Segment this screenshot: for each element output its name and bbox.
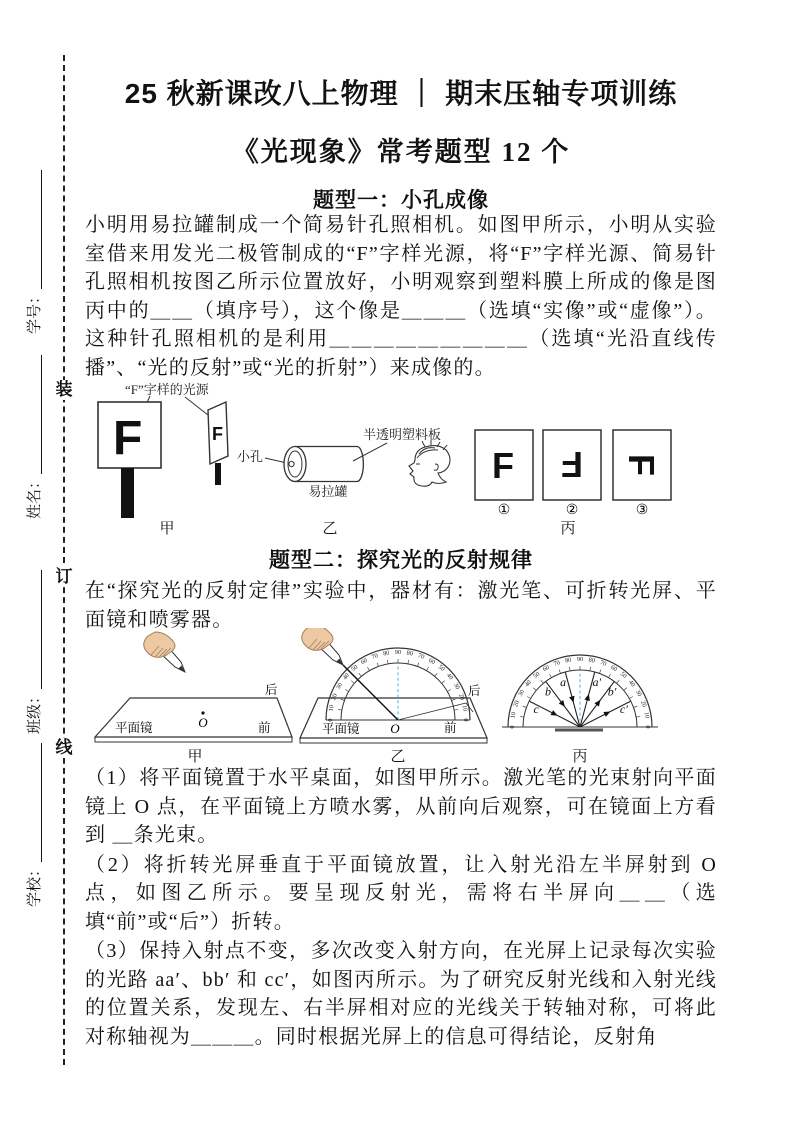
protractor-number: 70 [552,659,562,668]
protractor-number: 40 [445,671,455,682]
margin-field-student-id [21,170,45,334]
ray-label-b: b [544,684,551,699]
protractor-number: 80 [588,656,596,665]
name-blank [41,355,42,474]
protractor-number: 10 [642,711,651,719]
soda-can-end [284,447,306,482]
name-label: 姓名： [27,473,43,519]
margin-field-school [21,743,45,907]
fig-yi-group [300,628,487,765]
ray-label-b′: b′ [607,684,617,699]
board-stand [121,468,134,518]
binding-char-ding: 订 [55,567,73,586]
item-3: （3）保持入射点不变，多次改变入射方向，在光屏上记录每次实验的光路 aa′、bb′ 和 cc′，如图丙所示。为了研究反射光线和入射光线的位置关系，发现左、右半屏相对应的光线关于转轴对称，可将此对称轴视为＿＿＿。同时根据光屏上的信息可得结论，反射角 [85,940,717,1048]
protractor-number: 60 [609,663,619,674]
protractor-number: 0 [644,725,651,729]
f-letter-small: F [212,424,223,444]
protractor-number: 0 [462,718,469,722]
hand-laser-pen-icon [302,628,343,665]
translucent-board-label: 半透明塑料板 [363,427,442,442]
protractor-number: 0 [327,718,334,722]
protractor-tick [442,681,445,684]
protractor-number: 10 [327,704,336,712]
protractor-number: 30 [633,688,644,698]
protractor-tick [368,667,370,670]
figure-caption-yi: 乙 [322,521,338,537]
school-blank [41,743,42,862]
protractor-number: 30 [451,681,462,691]
protractor-number: 60 [359,656,369,667]
ray-label-c: c [533,702,539,717]
protractor-number: 50 [531,670,542,680]
student-id-label: 学号： [27,288,43,334]
hand-laser-pen-icon [144,632,185,672]
binding-char-zhuang: 装 [55,380,73,399]
option-number-3: ③ [635,503,649,518]
protractor-tick [359,673,362,676]
protractor-number: 40 [341,671,351,682]
protractor-number: 20 [330,692,339,702]
protractor-number: 70 [370,652,380,661]
figure2-caption-yi: 乙 [390,749,406,765]
front-label-yi: 前 [444,721,457,735]
protractor-tick [345,690,348,692]
figure-caption-jia: 甲 [159,521,175,537]
f-upright: F [492,445,514,486]
figure-caption-bing: 丙 [560,521,576,537]
protractor-tick [408,660,409,664]
section2-intro: 在“探究光的反射定律”实验中，器材有：激光笔、可折转光屏、平面镜和喷雾器。 [85,580,717,631]
ray-label-a′: a′ [592,675,602,690]
protractor-number: 80 [382,649,390,658]
back-label-yi: 后 [468,684,481,698]
protractor-number: 90 [576,656,584,663]
pinhole [289,461,294,466]
protractor-number: 30 [516,688,527,698]
protractor-tick [427,667,429,670]
protractor-number: 20 [457,692,466,702]
protractor-number: 80 [564,656,572,665]
class-blank [41,570,42,689]
front-label-jia: 前 [258,721,271,735]
f-rotated-180: F [561,444,583,485]
figure2-caption-bing: 丙 [572,749,588,765]
point-o-label-yi: O [390,721,400,736]
protractor-tick [387,660,388,664]
binding-char-xian: 线 [55,738,73,757]
protractor-tick [377,663,378,667]
subtitle: 《光现象》常考题型 12 个 [231,137,571,167]
leader-line [185,397,208,415]
protractor-number: 30 [334,681,345,691]
small-board-stand [215,463,221,485]
f-letter: F [113,412,143,465]
protractor-tick [447,690,450,692]
student-id-blank [41,170,42,289]
option-number-2: ② [565,503,579,518]
pinhole-camera-figure [85,382,725,538]
f-rotated-90: F [621,454,662,476]
mirror-edge [95,737,292,742]
protractor-number: 40 [627,678,637,689]
protractor-tick [351,681,354,684]
protractor-number: 60 [541,663,551,674]
main-title: 25 秋新课改八上物理 ｜ 期末压轴专项训练 [124,78,678,109]
protractor-number: 90 [394,649,402,656]
protractor-number: 0 [509,725,516,729]
head-outline [409,446,450,487]
point-o-label: O [198,715,208,730]
protractor-number: 50 [618,670,629,680]
section1-heading: 题型一：小孔成像 [313,188,489,212]
boy-head-sketch [409,440,450,486]
margin-field-name [21,355,45,519]
protractor-number: 70 [598,659,608,668]
protractor-tick [435,673,438,676]
binding-dashed-line [63,55,65,1065]
back-label-jia: 后 [265,683,278,697]
item-1: （1）将平面镜置于水平桌面，如图甲所示。激光笔的光束射向平面镜上 O 点，在平面镜上方喷水雾，从前向后观察，可在镜面上方看到 ＿条光束。 [85,767,717,846]
fig-jia-group [95,632,292,765]
protractor-number: 10 [509,711,518,719]
can-label: 易拉罐 [308,484,348,499]
item-2: （2）将折转光屏垂直于平面镜放置，让入射光沿左半屏射到 O 点，如图乙所示。要呈现反射光，需将右半屏向＿＿（选填“前”或“后”）折转。 [85,853,717,933]
mirror-edge [300,738,487,743]
protractor-number: 20 [512,699,521,709]
margin-field-class [21,570,45,734]
figure2-caption-jia: 甲 [187,749,203,765]
protractor-number: 50 [349,663,360,673]
pinhole-label: 小孔 [237,449,264,464]
section2-items [85,764,717,1052]
light-source-label: “F”字样的光源 [125,382,209,397]
mirror-label-jia: 平面镜 [115,721,153,735]
protractor-number: 60 [427,656,437,667]
protractor-number: 40 [523,678,533,689]
protractor-number: 10 [460,704,469,712]
section1-paragraph: 小明用易拉罐制成一个简易针孔照相机。如图甲所示，小明从实验室借来用发光二极管制成的“F”字样光源，将“F”字样光源、简易针孔照相机按图乙所示位置放好，小明观察到塑料膜上所成的像是图丙中的＿＿（填序号），这个像是＿＿＿（选填“实像”或“虚像”）。这种针孔照相机的是利用＿＿＿＿＿＿＿＿＿（选填“光沿直线传播”、“光的反射”或“光的折射”）来成像的。 [85,214,717,379]
class-label: 班级： [27,688,43,734]
protractor-tick [417,663,418,667]
protractor-number: 50 [436,663,447,673]
reflection-experiment-figure [85,628,725,768]
protractor-number: 80 [406,649,414,658]
section2-heading: 题型二：探究光的反射规律 [269,548,533,572]
fig-bing-group [502,655,658,765]
school-label: 学校： [27,861,43,907]
protractor-number: 20 [639,699,648,709]
protractor-number: 70 [416,652,426,661]
mirror-label-yi: 平面镜 [322,722,360,736]
ray-label-a: a [560,675,567,690]
ray-label-c′: c′ [619,702,628,717]
option-number-1: ① [497,503,511,518]
